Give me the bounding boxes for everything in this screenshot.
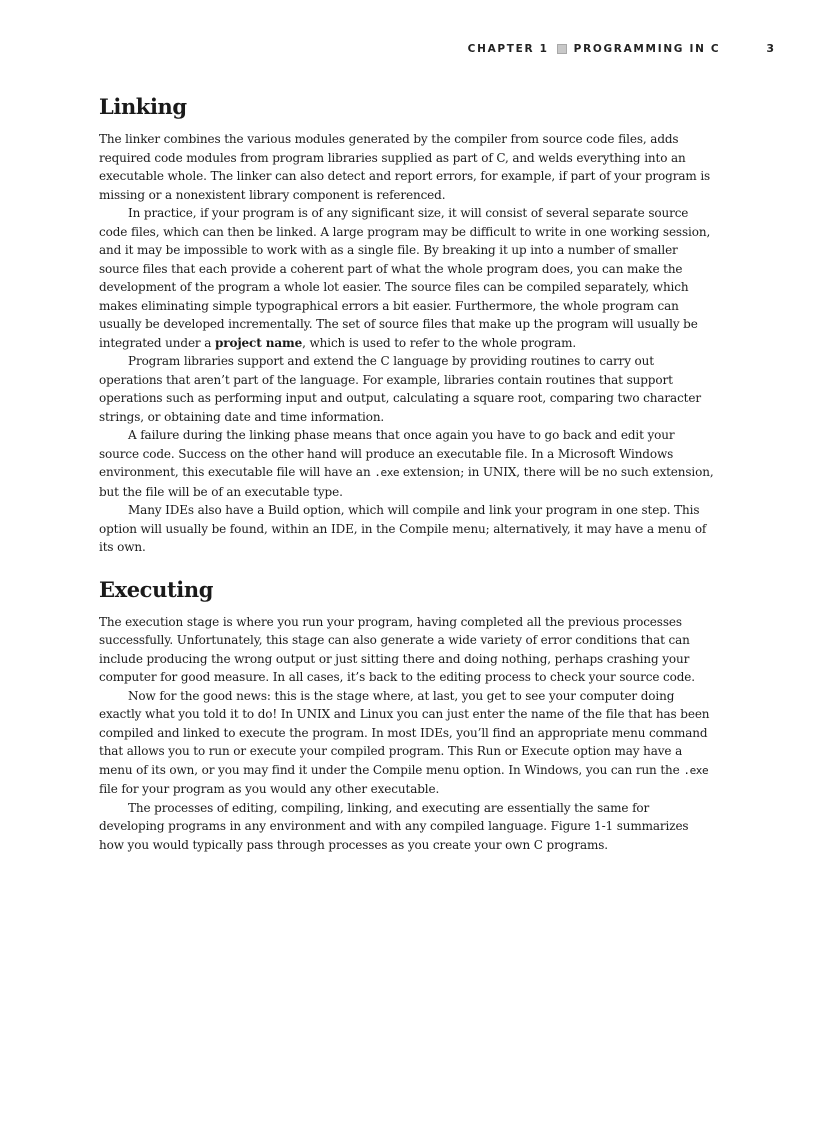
linking-p4-text-b: extension; in UNIX, there will be no such extension, but the file will be of an executable type. <box>99 465 714 499</box>
page-body <box>99 92 715 854</box>
exe-extension-code: .exe <box>374 466 400 479</box>
linking-p4-text-a: A failure during the linking phase means that once again you have to go back and edit your source code. Success on the other hand will produce an executable file. In a Microsoft Windows environment, this executable file will have an <box>99 428 675 479</box>
executing-paragraph-1: The execution stage is where you run your program, having completed all the previous processes successfully. Unfortunately, this stage can also generate a wide variety of error conditions that can include producing the wrong output or just sitting there and doing nothing, perhaps crashing your computer for good measure. In all cases, it’s back to the editing process to check your source code. <box>99 614 695 684</box>
chapter-title: PROGRAMMING IN C <box>573 42 721 55</box>
executing-p2-text-a: Now for the good news: this is the stage where, at last, you get to see your computer doing exactly what you told it to do! In UNIX and Linux you can just enter the name of the file that has been compiled and linked to execute the program. In most IDEs, you’ll find an appropriate menu command that allows you to run or execute your compiled program. This Run or Execute option may have a menu of its own, or you may find it under the Compile menu option. In Windows, you can run the <box>99 688 710 777</box>
executing-paragraph-2 <box>99 687 715 799</box>
section-heading-executing: Executing <box>99 576 213 602</box>
linking-paragraph-1: The linker combines the various modules generated by the compiler from source code files, adds required code modules from program libraries supplied as part of C, and welds everything into an executable whole. The linker can also detect and report errors, for example, if part of your program is missing or a nonexistent library component is referenced. <box>99 132 711 202</box>
linking-paragraph-3: Program libraries support and extend the C language by providing routines to carry out operations that aren’t part of the language. For example, libraries contain routines that support operations such as performing input and output, calculating a square root, comparing two character strings, or obtaining date and time information. <box>99 354 701 424</box>
linking-paragraph-2 <box>99 204 715 352</box>
linking-p2-text-b: , which is used to refer to the whole program. <box>302 335 577 350</box>
linking-paragraph-4 <box>99 426 715 501</box>
page-number: 3 <box>766 42 774 55</box>
project-name-term: project name <box>214 335 303 350</box>
square-bullet-icon <box>557 44 567 54</box>
exe-file-code: .exe <box>683 763 709 777</box>
linking-paragraph-5: Many IDEs also have a Build option, which will compile and link your program in one step. This option will usually be found, within an IDE, in the Compile menu; alternatively, it may have a menu of its own. <box>99 503 707 554</box>
executing-p2-text-b: file for your program as you would any other executable. <box>99 782 440 796</box>
chapter-label: CHAPTER 1 <box>467 42 549 55</box>
executing-paragraph-3: The processes of editing, compiling, linking, and executing are essentially the same for developing programs in any environment and with any compiled language. Figure 1-1 summarizes how you would typically pass through processes as you create your own C programs. <box>99 800 689 852</box>
running-header <box>468 42 774 55</box>
section-heading-linking: Linking <box>99 94 187 119</box>
linking-p2-text-a: In practice, if your program is of any significant size, it will consist of several separate source code files, which can then be linked. A large program may be difficult to write in one working session, and it may be impossible to work with as a single file. By breaking it up into a number of smaller source files that each provide a coherent part of what the whole program does, you can make the development of the program a whole lot easier. The source files can be compiled separately, which makes eliminating simple typographical errors a bit easier. Furthermore, the whole program can usually be developed incrementally. The set of source files that make up the program will usually be integrated under a <box>99 206 711 350</box>
